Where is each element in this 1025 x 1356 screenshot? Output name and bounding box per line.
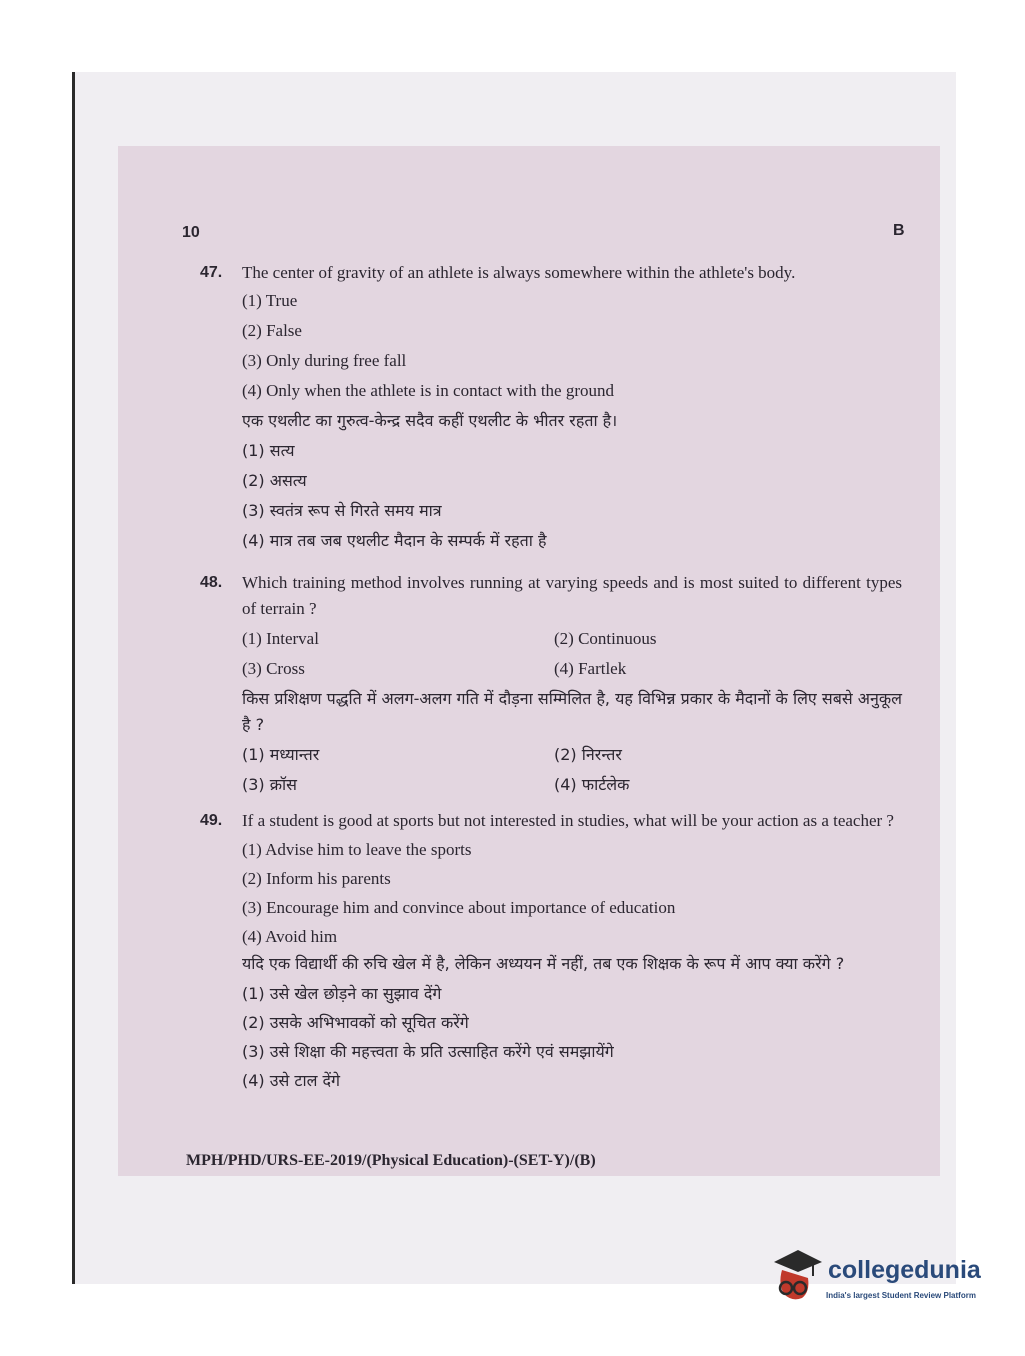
option-en: (3) Only during free fall (242, 351, 407, 370)
option-en: (1) Advise him to leave the sports (242, 840, 472, 859)
option-en: (1) True (242, 291, 298, 310)
brand-name: collegedunia (828, 1256, 981, 1284)
option-en: (3) Cross (242, 659, 305, 678)
question-text-hi: यदि एक विद्यार्थी की रुचि खेल में है, लेकिन अध्ययन में नहीं, तब एक शिक्षक के रूप में आप क्या करेंगे ? (242, 954, 845, 973)
question-text-en: The center of gravity of an athlete is always somewhere within the athlete's body. (242, 263, 796, 282)
option-hi: (2) असत्य (242, 471, 307, 490)
question-48 (200, 570, 902, 800)
option-en: (2) Continuous (554, 629, 657, 648)
option-en: (4) Fartlek (554, 659, 627, 678)
option-hi: (2) उसके अभिभावकों को सूचित करेंगे (242, 1013, 469, 1032)
set-letter: B (893, 222, 905, 239)
question-47 (200, 260, 902, 556)
option-hi: (4) उसे टाल देंगे (242, 1071, 341, 1090)
brand-tagline: India's largest Student Review Platform (826, 1291, 976, 1300)
option-hi: (3) उसे शिक्षा की महत्त्वता के प्रति उत्साहित करेंगे एवं समझायेंगे (242, 1042, 614, 1061)
option-hi: (4) मात्र तब जब एथलीट मैदान के सम्पर्क में रहता है (242, 531, 547, 550)
question-text-hi: एक एथलीट का गुरुत्व-केन्द्र सदैव कहीं एथलीट के भीतर रहता है। (242, 411, 618, 430)
paper-code-footer: MPH/PHD/URS-EE-2019/(Physical Education)-(SET-Y)/(B) (186, 1152, 596, 1169)
student-mascot-icon (768, 1248, 824, 1314)
option-hi: (3) क्रॉस (242, 775, 297, 794)
question-text-en: If a student is good at sports but not interested in studies, what will be your action as a teacher ? (242, 811, 894, 830)
option-hi: (4) फार्टलेक (554, 775, 630, 794)
option-en: (2) False (242, 321, 302, 340)
option-en: (4) Avoid him (242, 927, 338, 946)
option-hi: (1) सत्य (242, 441, 295, 460)
question-number: 49. (200, 812, 223, 829)
option-hi: (2) निरन्तर (554, 745, 622, 764)
collegedunia-watermark (768, 1248, 998, 1318)
option-en: (1) Interval (242, 629, 319, 648)
question-49 (200, 808, 902, 1095)
option-hi: (3) स्वतंत्र रूप से गिरते समय मात्र (242, 501, 442, 520)
option-hi: (1) उसे खेल छोड़ने का सुझाव देंगे (242, 984, 442, 1003)
question-text-hi: किस प्रशिक्षण पद्धति में अलग-अलग गति में दौड़ना सम्मिलित है, यह विभिन्न प्रकार के मैदानों के लिए सबसे अनुकूल है ? (242, 689, 902, 734)
option-en: (3) Encourage him and convince about importance of education (242, 898, 676, 917)
page-number: 10 (182, 224, 200, 241)
question-number: 48. (200, 574, 223, 591)
option-en: (4) Only when the athlete is in contact with the ground (242, 381, 615, 400)
option-hi: (1) मध्यान्तर (242, 745, 320, 764)
question-text-en: Which training method involves running at varying speeds and is most suited to different types of terrain ? (242, 573, 902, 618)
question-number: 47. (200, 264, 223, 281)
option-en: (2) Inform his parents (242, 869, 391, 888)
